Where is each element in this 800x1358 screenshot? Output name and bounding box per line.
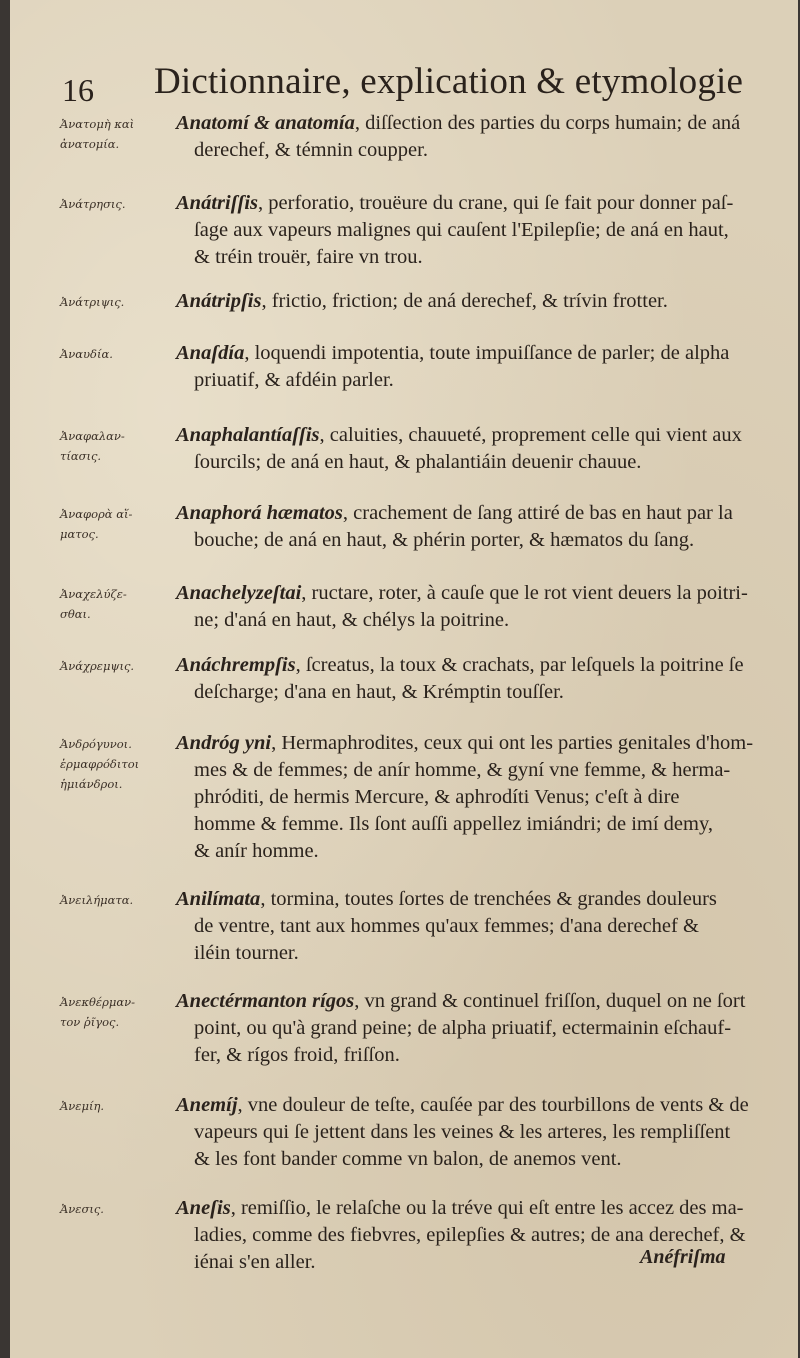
headword: Anátriſſis (176, 192, 259, 214)
entry-headword-line: Aneſis, remiſſio, le relaſche ou la tréve qui eſt entre les accez des ma- (176, 1197, 744, 1219)
greek-term-line: Ἀνάτριψις. (60, 295, 125, 309)
entry-headword-line: Anaphalantíaſſis, caluities, chauueté, proprement celle qui vient aux (176, 424, 742, 446)
entry-text-line: & anír homme. (194, 840, 319, 862)
entry-text-line: ne; d'aná en haut, & chélys la poitrine. (194, 609, 510, 631)
entry-definition (176, 652, 752, 706)
entry-definition (176, 988, 752, 1069)
greek-term (60, 292, 172, 312)
greek-term-line: ματος. (60, 527, 99, 541)
headword: Anaphalantíaſſis (176, 424, 320, 446)
entry-text-line: ladies, comme des fiebvres, epilepſies & autres; de ana derechef, & (194, 1224, 746, 1246)
greek-term (60, 114, 172, 154)
greek-term-line: Ἀναχελύζε- (60, 587, 127, 601)
headword: Anátripſis (176, 290, 262, 312)
entry-text-line: homme & femme. Ils ſont auſſi appellez imiándri; de imí demy, (194, 813, 714, 835)
greek-term (60, 344, 172, 364)
headword: Anaſdía (176, 342, 245, 364)
greek-term-line: Ἀνάχρεμψις. (60, 659, 135, 673)
entry-text-line: de ventre, tant aux hommes qu'aux femmes; d'ana derechef & (194, 915, 699, 937)
entry-definition (176, 288, 752, 315)
headword: Anemíj (176, 1094, 238, 1116)
greek-term (60, 194, 172, 214)
entry-text-line: bouche; de aná en haut, & phérin porter, & hæmatos du ſang. (194, 529, 695, 551)
greek-term-line: ἡμιάνδροι. (60, 777, 123, 791)
greek-term (60, 734, 172, 794)
entry-definition (176, 730, 752, 865)
greek-term-line: Ἀναφορὰ αἵ- (60, 507, 133, 521)
headword: Anilímata (176, 888, 261, 910)
entry-definition (176, 110, 752, 164)
entry-definition (176, 886, 752, 967)
entry-text-line: priuatif, & afdéin parler. (194, 369, 394, 391)
entry-text-line: mes & de femmes; de anír homme, & gyní vne femme, & herma- (194, 759, 731, 781)
entry-headword-line: Anatomí & anatomía, diſſection des parties du corps humain; de aná (176, 112, 741, 134)
entry-definition (176, 1092, 752, 1173)
entry-text-line: & tréin trouër, faire vn trou. (194, 246, 423, 268)
greek-term-line: Ἀνδρόγυνοι. (60, 737, 132, 751)
greek-term-line: σθαι. (60, 607, 91, 621)
greek-term-line: τίασις. (60, 449, 102, 463)
entry-text-line: iénai s'en aller. (194, 1251, 316, 1273)
greek-term-line: Ἀναυδία. (60, 347, 113, 361)
headword: Anatomí & anatomía (176, 112, 355, 134)
greek-term (60, 504, 172, 544)
greek-term (60, 1199, 172, 1219)
greek-term (60, 1096, 172, 1116)
headword: Anaphorá hæmatos (176, 502, 343, 524)
headword: Anectérmanton rígos (176, 990, 355, 1012)
greek-term-line: Ἀναφαλαν- (60, 429, 125, 443)
greek-term-line: Ἀνεκθέρμαν- (60, 995, 135, 1009)
entry-text-line: point, ou qu'à grand peine; de alpha priuatif, ectermainin eſchauf- (194, 1017, 732, 1039)
catchword: Anéfriſma (640, 1246, 726, 1268)
entry-text-line: vapeurs qui ſe jettent dans les veines & les arteres, les rempliſſent (194, 1121, 731, 1143)
entry-text-line: iléin tourner. (194, 942, 299, 964)
book-page (10, 0, 798, 1358)
page-number: 16 (62, 72, 94, 108)
entry-headword-line: Anáchrempſis, ſcreatus, la toux & crachats, par leſquels la poitrine ſe (176, 654, 744, 676)
entry-headword-line: Anátriſſis, perforatio, trouëure du crane, qui ſe fait pour donner paſ- (176, 192, 734, 214)
entry-definition (176, 190, 752, 271)
headword: Aneſis (176, 1197, 231, 1219)
greek-term-line: Ἀνειλήματα. (60, 893, 134, 907)
headword: Anachelyzeſtai (176, 582, 302, 604)
greek-term (60, 992, 172, 1032)
headword: Anáchrempſis (176, 654, 296, 676)
entry-headword-line: Anachelyzeſtai, ructare, roter, à cauſe que le rot vient deuers la poitri- (176, 582, 748, 604)
headword: Andróg yni (176, 732, 272, 754)
entry-headword-line: Anemíj, vne douleur de teſte, cauſée par des tourbillons de vents & de (176, 1094, 749, 1116)
entry-text-line: ſage aux vapeurs malignes qui cauſent l'Epilepſie; de aná en haut, (194, 219, 729, 241)
greek-term (60, 890, 172, 910)
greek-term-line: Ἀνάτρησις. (60, 197, 126, 211)
entry-headword-line: Anátripſis, frictio, friction; de aná derechef, & trívin frotter. (176, 290, 668, 312)
entry-text-line: fer, & rígos froid, friſſon. (194, 1044, 400, 1066)
entry-headword-line: Anilímata, tormina, toutes ſortes de trenchées & grandes douleurs (176, 888, 717, 910)
entry-headword-line: Anectérmanton rígos, vn grand & continuel friſſon, duquel on ne ſort (176, 990, 746, 1012)
greek-term (60, 426, 172, 466)
entry-headword-line: Anaphorá hæmatos, crachement de ſang attiré de bas en haut par la (176, 502, 733, 524)
entry-text-line: phróditi, de hermis Mercure, & aphrodíti Venus; c'eſt à dire (194, 786, 680, 808)
page-title: Dictionnaire, explication & etymologie (154, 61, 744, 102)
greek-term-line: ἀνατομία. (60, 137, 120, 151)
greek-term (60, 584, 172, 624)
entry-definition (176, 340, 752, 394)
greek-term-line: Ἀνεσις. (60, 1202, 104, 1216)
greek-term-line: ἑρμαφρόδιτοι (60, 757, 140, 771)
entry-definition (176, 580, 752, 634)
entry-text-line: deſcharge; d'ana en haut, & Krémptin touſſer. (194, 681, 564, 703)
greek-term-line: τον ῥῖγος. (60, 1015, 120, 1029)
entry-headword-line: Andróg yni, Hermaphrodites, ceux qui ont les parties genitales d'hom- (176, 732, 754, 754)
entry-text-line: derechef, & témnin coupper. (194, 139, 428, 161)
entry-definition (176, 500, 752, 554)
entry-text-line: & les font bander comme vn balon, de anemos vent. (194, 1148, 622, 1170)
greek-term-line: Ἀνεμίη. (60, 1099, 104, 1113)
entry-definition (176, 422, 752, 476)
greek-term-line: Ἀνατομὴ καὶ (60, 117, 135, 131)
greek-term (60, 656, 172, 676)
entry-headword-line: Anaſdía, loquendi impotentia, toute impuiſſance de parler; de alpha (176, 342, 730, 364)
entry-text-line: ſourcils; de aná en haut, & phalantiáin deuenir chauue. (194, 451, 642, 473)
